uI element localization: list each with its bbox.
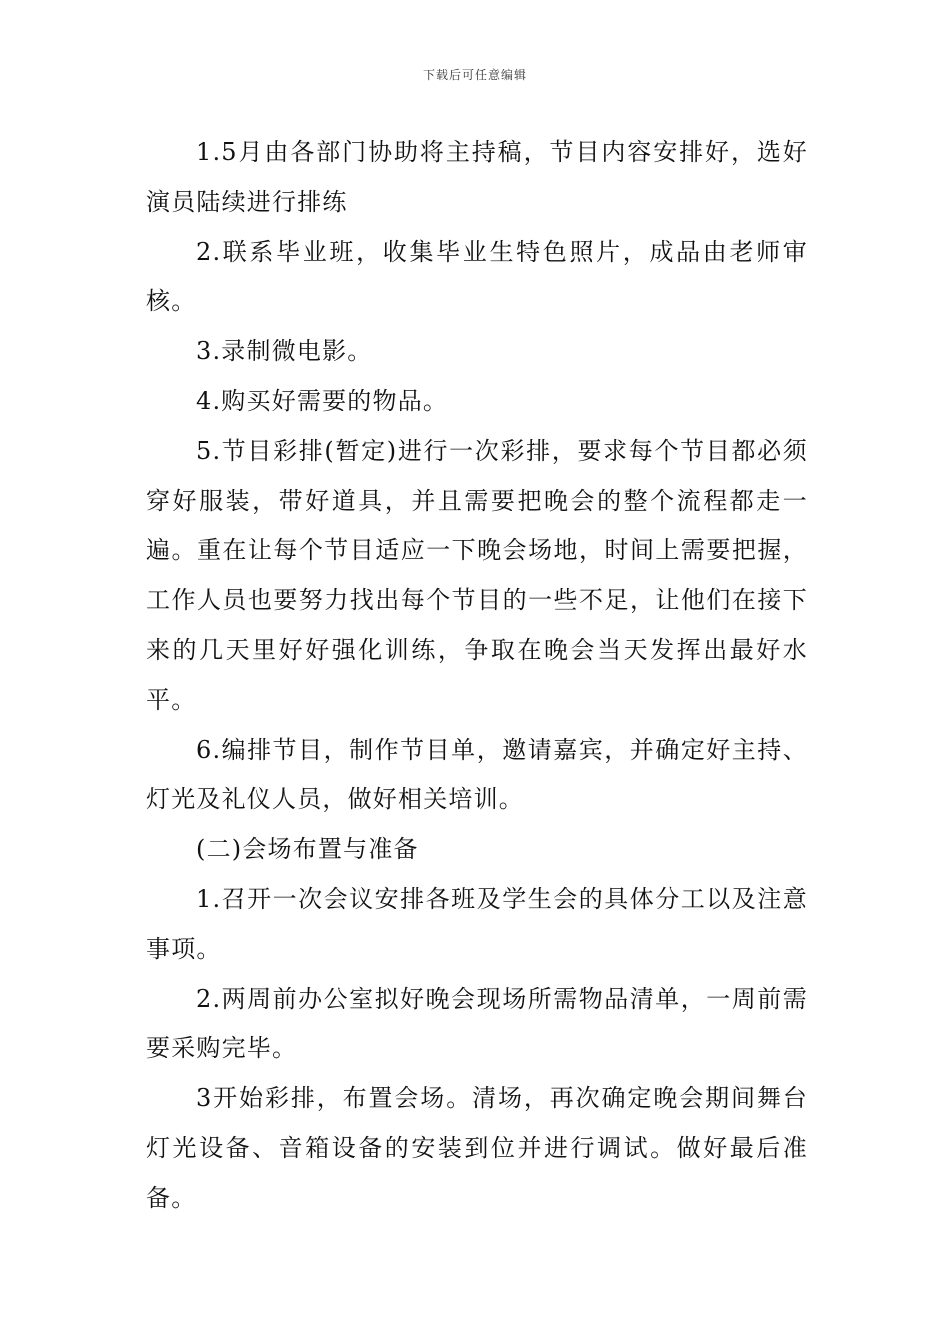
paragraph-item-5: 5.节目彩排(暂定)进行一次彩排，要求每个节目都必须穿好服装，带好道具，并且需要把晚会的整个流程都走一遍。重在让每个节目适应一下晚会场地，时间上需要把握，工作人员也要努力找出每个节目的一些不足，让他们在接下来的几天里好好强化训练，争取在晚会当天发挥出最好水平。 — [146, 436, 808, 714]
paragraph-venue-1: 1.召开一次会议安排各班及学生会的具体分工以及注意事项。 — [146, 884, 808, 963]
document-body — [146, 128, 808, 1224]
section-heading-venue: (二)会场布置与准备 — [196, 835, 419, 864]
paragraph-item-2: 2.联系毕业班，收集毕业生特色照片，成品由老师审核。 — [146, 237, 808, 316]
paragraph-item-3: 3.录制微电影。 — [196, 337, 373, 366]
paragraph-venue-2: 2.两周前办公室拟好晚会现场所需物品清单，一周前需要采购完毕。 — [146, 984, 808, 1063]
paragraph-item-4: 4.购买好需要的物品。 — [196, 386, 449, 415]
page-header-note: 下载后可任意编辑 — [422, 68, 527, 82]
paragraph-item-1: 1.5月由各部门协助将主持稿，节目内容安排好，选好演员陆续进行排练 — [146, 138, 808, 216]
paragraph-item-6: 6.编排节目，制作节目单，邀请嘉宾，并确定好主持、灯光及礼仪人员，做好相关培训。 — [146, 735, 808, 814]
paragraph-venue-3: 3开始彩排，布置会场。清场，再次确定晚会期间舞台灯光设备、音箱设备的安装到位并进行调试。做好最后准备。 — [146, 1084, 808, 1212]
